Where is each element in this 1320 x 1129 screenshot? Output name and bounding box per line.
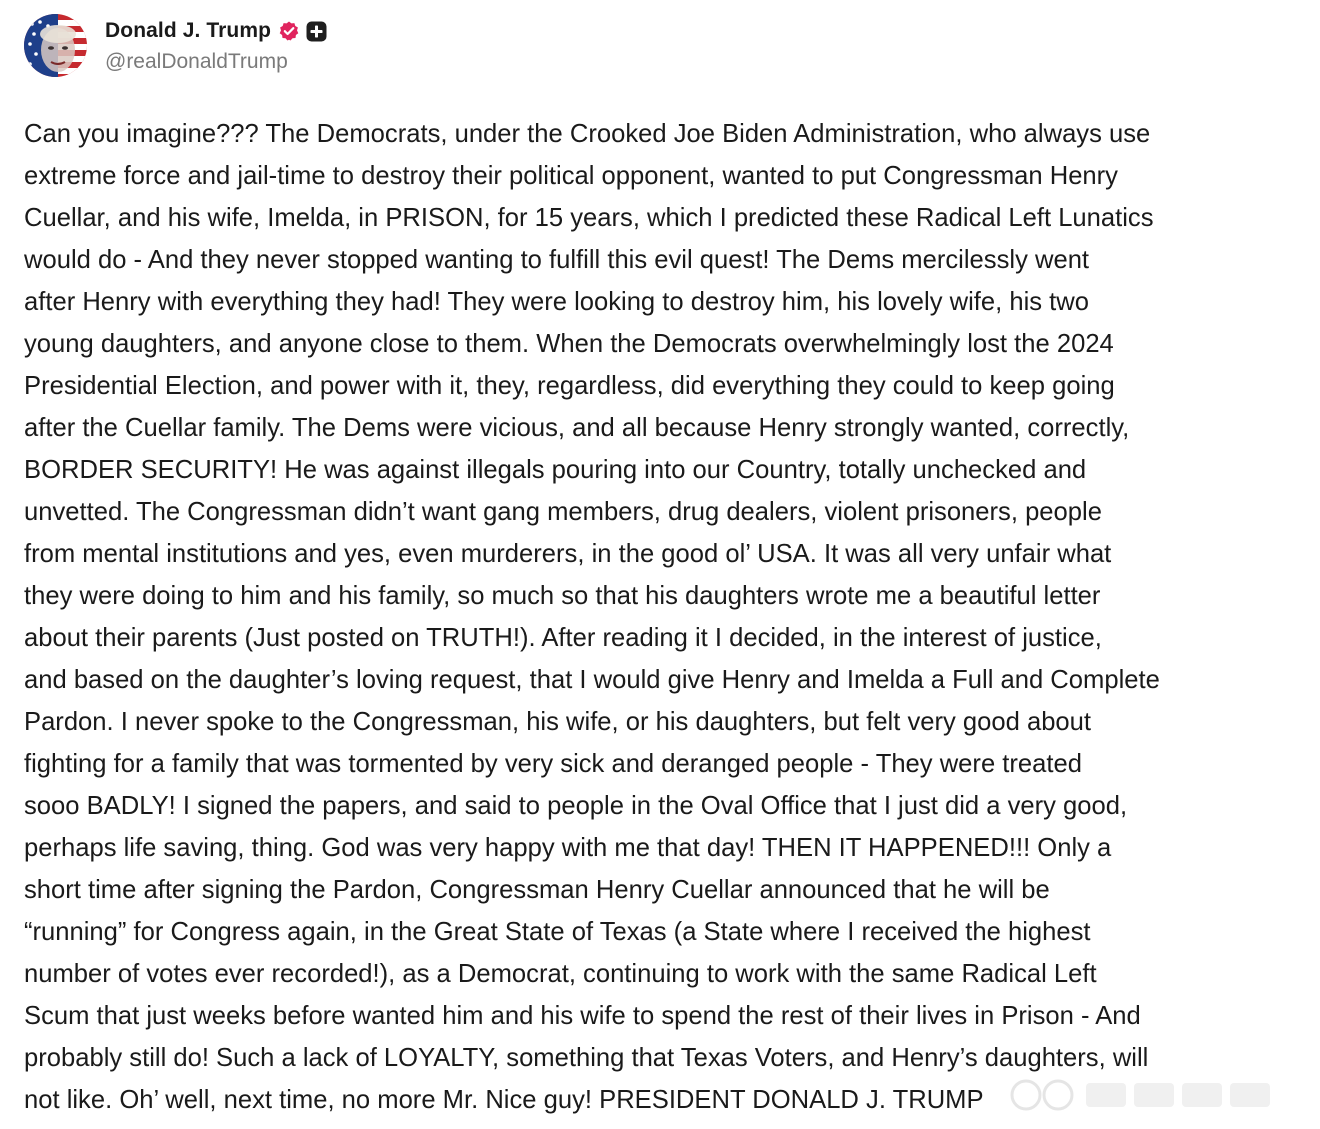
post-header [24, 13, 327, 77]
avatar-image [24, 14, 87, 77]
post-body: Can you imagine??? The Democrats, under the Crooked Joe Biden Administration, who always use extreme force and jail-time to destroy their political opponent, wanted to put Congressman Henry Cuellar, and his wife, Imelda, in PRISON, for 15 years, which I predicted these Radical Left Lunatics would do - And they never stopped wanting to fulfill this evil quest! The Dems mercilessly went after Henry with everything they had! They were looking to destroy him, his lovely wife, his two young daughters, and anyone close to them. When the Democrats overwhelmingly lost the 2024 Presidential Election, and power with it, they, regardless, did everything they could to keep going after the Cuellar family. The Dems were vicious, and all because Henry strongly wanted, correctly, BORDER SECURITY! He was against illegals pouring into our Country, totally unchecked and unvetted. The Congressman didn’t want gang members, drug dealers, violent prisoners, people from mental institutions and yes, even murderers, in the good ol’ USA. It was all very unfair what they were doing to him and his family, so much so that his daughters wrote me a beautiful letter about their parents (Just posted on TRUTH!). After reading it I decided, in the interest of justice, and based on the daughter’s loving request, that I would give Henry and Imelda a Full and Complete Pardon. I never spoke to the Congressman, his wife, or his daughters, but felt very good about fighting for a family that was tormented by very sick and deranged people - They were treated sooo BADLY! I signed the papers, and said to people in the Oval Office that I just did a very good, perhaps life saving, thing. God was very happy with me that day! THEN IT HAPPENED!!! Only a short time after signing the Pardon, Congressman Henry Cuellar announced that he will be “running” for Congress again, in the Great State of Texas (a State where I received the highest number of votes ever recorded!), as a Democrat, continuing to work with the same Radical Left Scum that just weeks before wanted him and his wife to spend the rest of their lives in Prison - And probably still do! Such a lack of LOYALTY, something that Texas Voters, and Henry’s daughters, will not like. Oh’ well, next time, no more Mr. Nice guy! PRESIDENT DONALD J. TRUMP [24, 120, 1160, 1114]
display-name[interactable]: Donald J. Trump [105, 19, 272, 42]
avatar[interactable] [24, 14, 87, 77]
author-info [105, 16, 327, 74]
handle[interactable]: @realDonaldTrump [105, 50, 288, 73]
name-row [105, 16, 327, 46]
plus-badge-icon [306, 21, 327, 42]
verified-badge-icon [278, 20, 300, 42]
